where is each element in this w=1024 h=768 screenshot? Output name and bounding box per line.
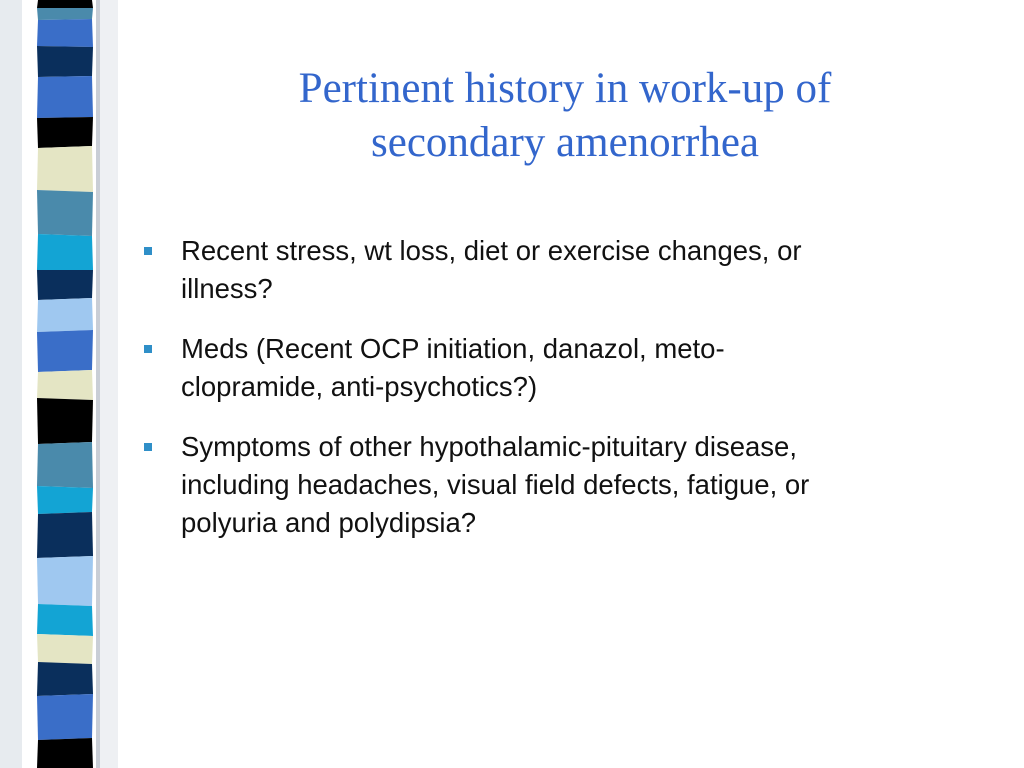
bullet-item (144, 232, 984, 308)
square-bullet-icon (144, 443, 152, 451)
bullet-list (144, 232, 984, 564)
bullet-text-line: including headaches, visual field defects, fatigue, or (181, 469, 810, 500)
bullet-item (144, 428, 984, 542)
slide-title-line-2: secondary amenorrhea (371, 119, 759, 166)
decorative-stripe-bar (0, 0, 118, 768)
slide-title-line-1: Pertinent history in work-up of (298, 65, 832, 112)
bullet-text (181, 330, 984, 406)
bullet-item (144, 330, 984, 406)
bullet-text-line: clopramide, anti-psychotics?) (181, 371, 538, 402)
bullet-text (181, 428, 984, 542)
slide-title (160, 62, 970, 170)
square-bullet-icon (144, 345, 152, 353)
bullet-text-line: Recent stress, wt loss, diet or exercise changes, or (181, 235, 802, 266)
bullet-text-line: Symptoms of other hypothalamic-pituitary disease, (181, 431, 797, 462)
bullet-text-line: Meds (Recent OCP initiation, danazol, meto- (181, 333, 725, 364)
bullet-text-line: illness? (181, 273, 273, 304)
bullet-text (181, 232, 984, 308)
bullet-text-line: polyuria and polydipsia? (181, 507, 477, 538)
square-bullet-icon (144, 247, 152, 255)
